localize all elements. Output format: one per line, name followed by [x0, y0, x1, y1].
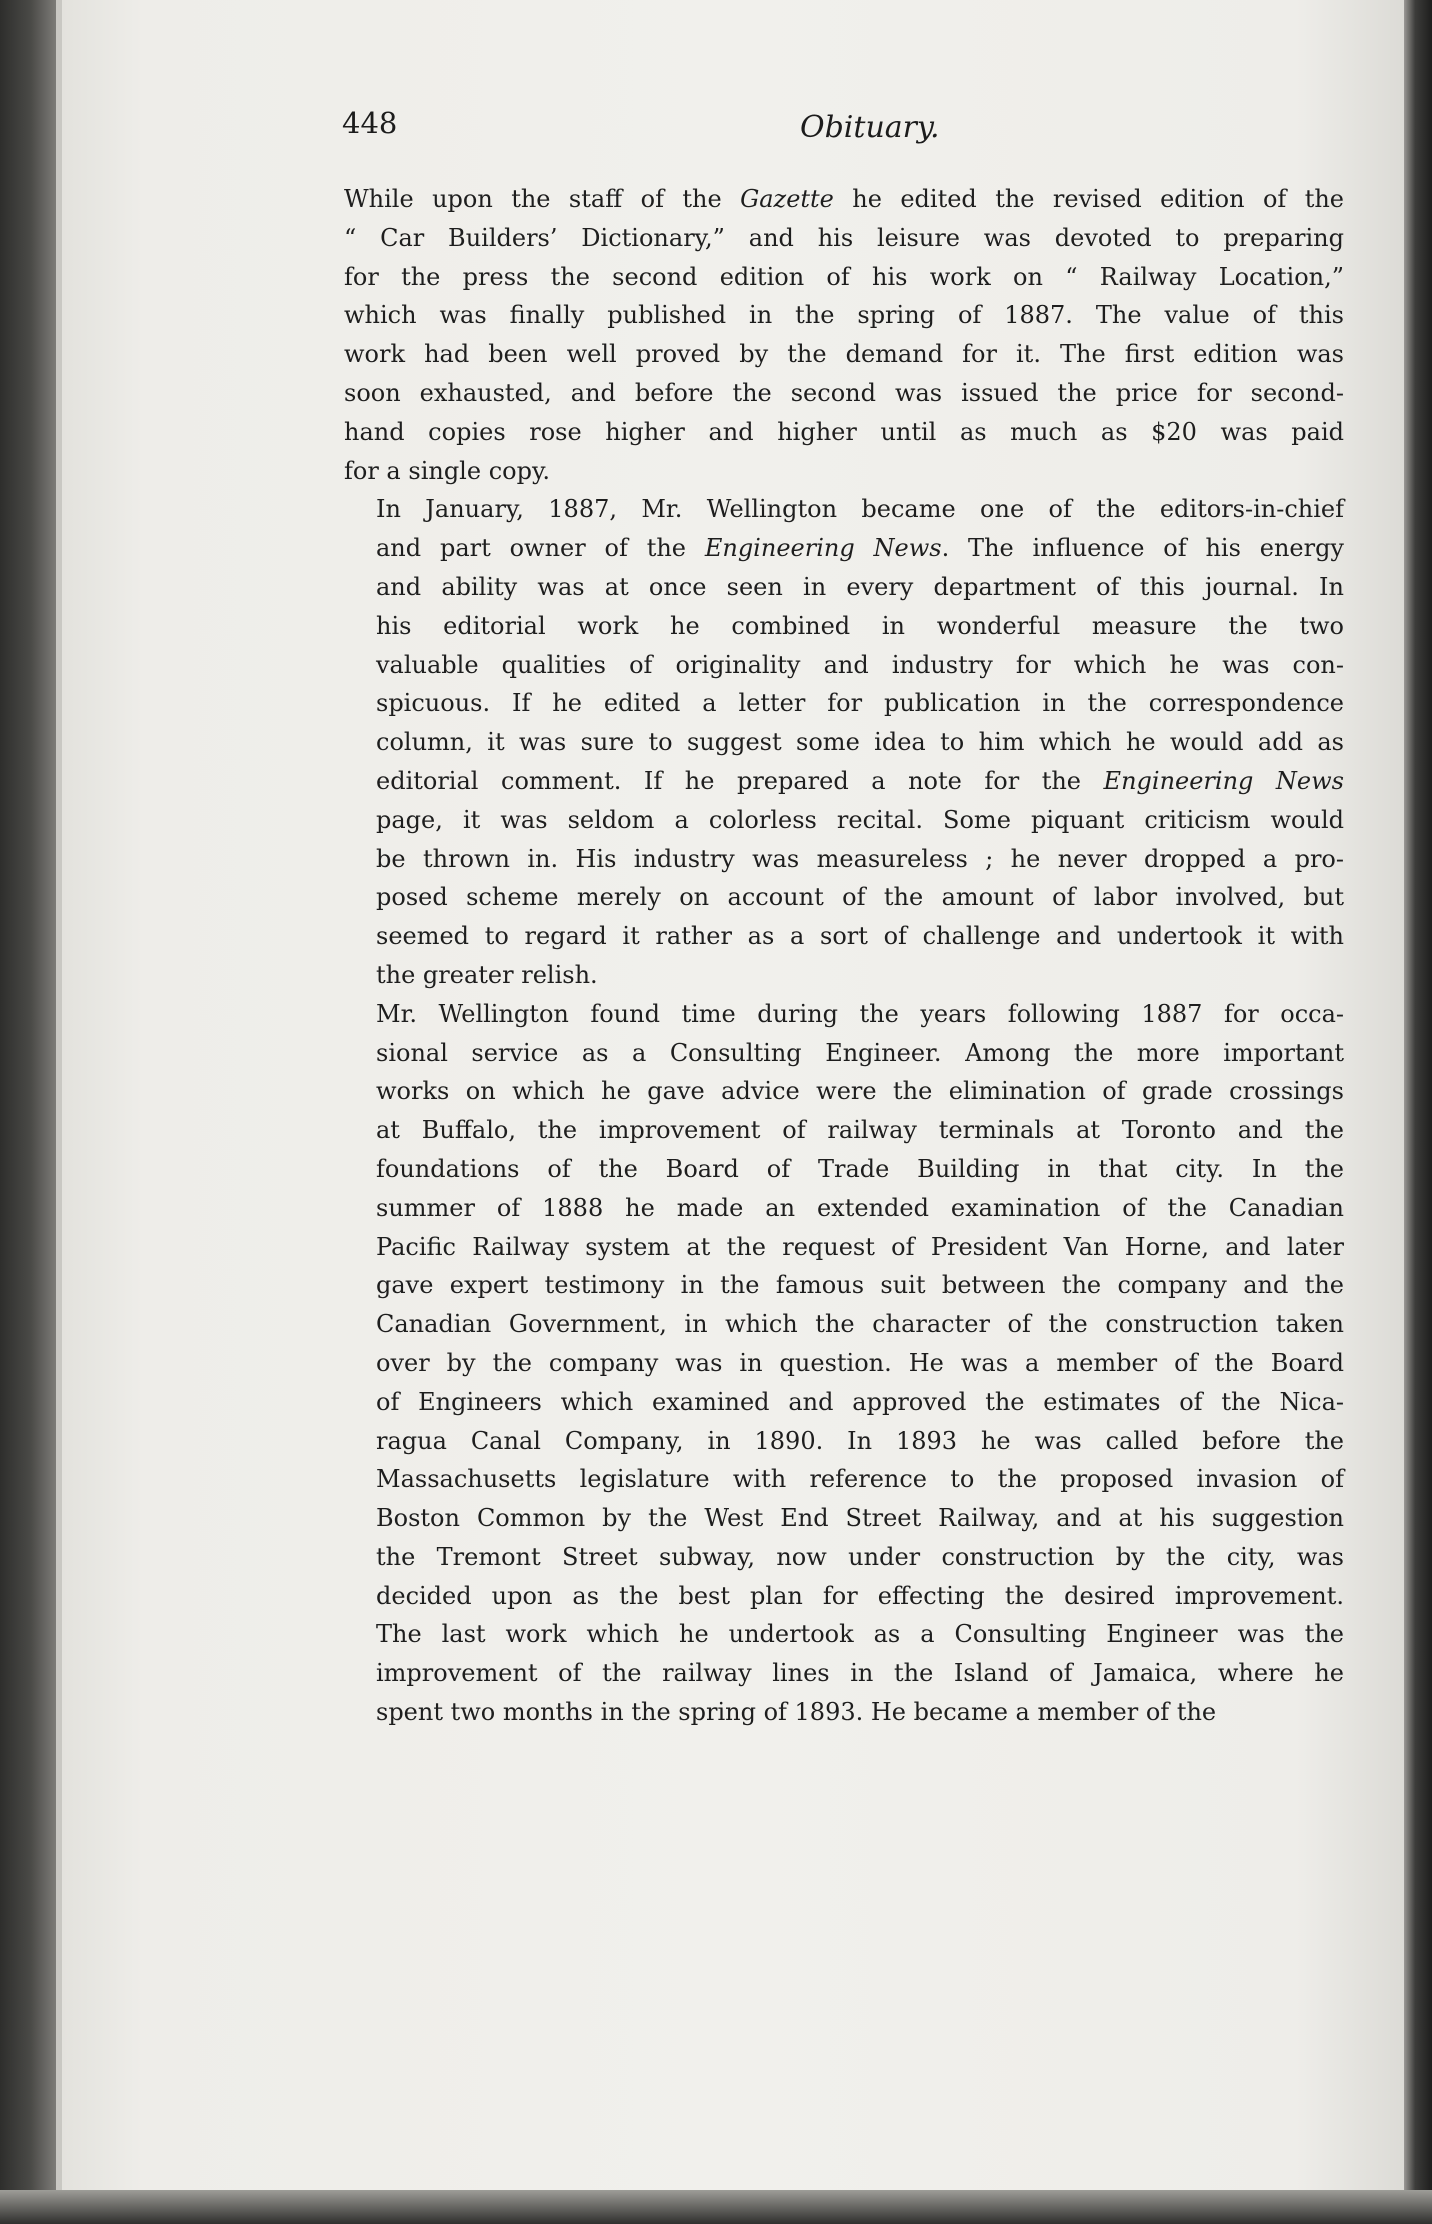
- text-line: valuable qualities of originality and industry for which he was con-: [376, 650, 1344, 679]
- text-line: for the press the second edition of his work on “ Railway Location,”: [344, 262, 1344, 291]
- page-header: [342, 106, 1342, 166]
- text-line: page, it was seldom a colorless recital. Some piquant criticism would: [376, 805, 1344, 834]
- text-line: The last work which he undertook as a Consulting Engineer was the: [376, 1620, 1344, 1649]
- text-line: spicuous. If he edited a letter for publication in the correspondence: [376, 689, 1344, 718]
- text-line: editorial comment. If he prepared a note for the Engineering News: [376, 766, 1344, 795]
- page-number: 448: [342, 106, 398, 140]
- book-spine-shadow: [0, 0, 56, 2224]
- text-line: sional service as a Consulting Engineer. Among the more important: [376, 1038, 1344, 1067]
- text-line: of Engineers which examined and approved the estimates of the Nica-: [376, 1387, 1344, 1416]
- text-line: soon exhausted, and before the second was issued the price for second-: [344, 378, 1344, 407]
- text-line: improvement of the railway lines in the Island of Jamaica, where he: [376, 1659, 1344, 1688]
- paragraph: [344, 180, 1344, 490]
- running-head: Obituary.: [800, 110, 940, 145]
- text-line: “ Car Builders’ Dictionary,” and his leisure was devoted to preparing: [344, 223, 1344, 252]
- text-line: Massachusetts legislature with reference to the proposed invasion of: [376, 1465, 1344, 1494]
- text-line: In January, 1887, Mr. Wellington became one of the editors-in-chief: [376, 495, 1344, 524]
- text-line: ragua Canal Company, in 1890. In 1893 he was called before the: [376, 1426, 1344, 1455]
- text-line: Mr. Wellington found time during the years following 1887 for occa-: [376, 999, 1344, 1028]
- text-line: for a single copy.: [344, 456, 550, 485]
- text-line: at Buffalo, the improvement of railway terminals at Toronto and the: [376, 1116, 1344, 1145]
- text-line: posed scheme merely on account of the amount of labor involved, but: [376, 883, 1344, 912]
- text-line: seemed to regard it rather as a sort of challenge and undertook it with: [376, 922, 1344, 951]
- text-line: his editorial work he combined in wonderful measure the two: [376, 611, 1344, 640]
- text-line: Boston Common by the West End Street Railway, and at his suggestion: [376, 1504, 1344, 1533]
- text-line: hand copies rose higher and higher until as much as $20 was paid: [344, 417, 1344, 446]
- text-line: While upon the staff of the Gazette he edited the revised edition of the: [344, 185, 1344, 213]
- text-line: the greater relish.: [376, 960, 598, 989]
- text-line: works on which he gave advice were the elimination of grade crossings: [376, 1077, 1344, 1106]
- text-line: and part owner of the Engineering News. The influence of his energy: [376, 534, 1344, 563]
- text-line: column, it was sure to suggest some idea to him which he would add as: [376, 728, 1344, 757]
- text-line: over by the company was in question. He was a member of the Board: [376, 1348, 1344, 1377]
- text-line: work had been well proved by the demand for it. The first edition was: [344, 340, 1344, 369]
- text-line: foundations of the Board of Trade Building in that city. In the: [376, 1154, 1344, 1183]
- bottom-edge-shadow: [0, 2190, 1432, 2224]
- text-line: spent two months in the spring of 1893. He became a member of the: [376, 1698, 1217, 1727]
- page-edge-shadow: [1404, 0, 1432, 2224]
- book-page: [62, 0, 1404, 2190]
- text-line: decided upon as the best plan for effecting the desired improvement.: [376, 1581, 1344, 1610]
- text-line: and ability was at once seen in every department of this journal. In: [376, 572, 1344, 601]
- text-line: Pacific Railway system at the request of President Van Horne, and later: [376, 1232, 1344, 1261]
- text-line: which was finally published in the spring of 1887. The value of this: [344, 301, 1344, 330]
- text-line: the Tremont Street subway, now under construction by the city, was: [376, 1542, 1344, 1571]
- text-line: be thrown in. His industry was measureless ; he never dropped a pro-: [376, 844, 1344, 873]
- paragraph: [344, 995, 1344, 1732]
- text-line: gave expert testimony in the famous suit between the company and the: [376, 1271, 1344, 1300]
- page-body-text: [344, 180, 1344, 1732]
- paragraph: [344, 490, 1344, 994]
- text-line: Canadian Government, in which the character of the construction taken: [376, 1310, 1344, 1339]
- text-line: summer of 1888 he made an extended examination of the Canadian: [376, 1193, 1344, 1222]
